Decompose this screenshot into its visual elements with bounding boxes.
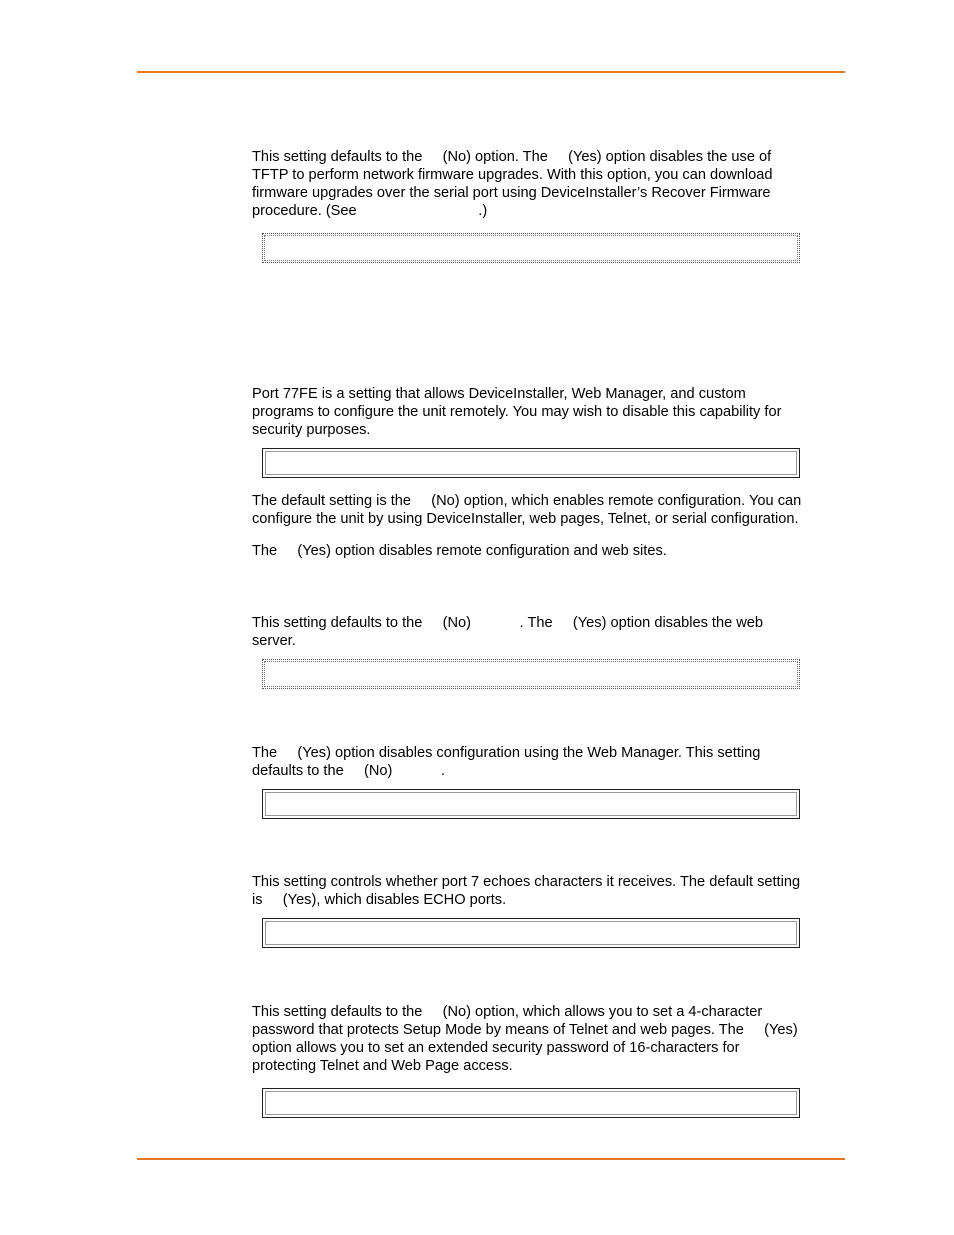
echo-paragraph — [252, 873, 800, 909]
tftp-line-2: TFTP to perform network firmware upgrades. With this option, you can download — [252, 167, 773, 183]
port77fe-prompt-box — [262, 448, 800, 478]
port77fe-default-line-1: The default setting is the (No) option, which enables remote configuration. You can — [252, 493, 802, 509]
security-line-4: protecting Telnet and Web Page access. — [252, 1058, 513, 1074]
header-rule — [137, 71, 845, 73]
web-server-line-2: server. — [252, 633, 296, 649]
tftp-line-1: This setting defaults to the (No) option. The (Yes) option disables the use of — [252, 149, 772, 165]
web-server-prompt-box — [262, 659, 800, 689]
security-prompt-box — [262, 1088, 800, 1118]
port77fe-line-2: programs to configure the unit remotely. You may wish to disable this capability for — [252, 404, 782, 420]
port77fe-yes-line-1: The (Yes) option disables remote configuration and web sites. — [252, 543, 667, 559]
echo-line-1: This setting controls whether port 7 echoes characters it receives. The default setting — [252, 874, 801, 890]
tftp-line-4: procedure. (See .) — [252, 203, 488, 219]
port77fe-default-paragraph — [252, 492, 801, 528]
tftp-line-3: firmware upgrades over the serial port using DeviceInstaller’s Recover Firmware — [252, 185, 771, 201]
echo-prompt-box — [262, 918, 800, 948]
web-setup-prompt-box — [262, 789, 800, 819]
web-server-paragraph — [252, 614, 763, 650]
security-paragraph — [252, 1003, 798, 1075]
web-setup-line-1: The (Yes) option disables configuration using the Web Manager. This setting — [252, 745, 761, 761]
footer-rule — [137, 1158, 845, 1160]
security-line-3: option allows you to set an extended security password of 16-characters for — [252, 1040, 740, 1056]
web-setup-paragraph — [252, 744, 760, 780]
port77fe-yes-paragraph — [252, 542, 667, 560]
security-line-1: This setting defaults to the (No) option, which allows you to set a 4-character — [252, 1004, 763, 1020]
web-server-line-1: This setting defaults to the (No) . The (Yes) option disables the web — [252, 615, 764, 631]
web-setup-line-2: defaults to the (No) . — [252, 763, 446, 779]
tftp-paragraph — [252, 148, 772, 220]
port77fe-default-line-2: configure the unit by using DeviceInstaller, web pages, Telnet, or serial configuration. — [252, 511, 799, 527]
port77fe-paragraph — [252, 385, 781, 439]
security-line-2: password that protects Setup Mode by means of Telnet and web pages. The (Yes) — [252, 1022, 798, 1038]
port77fe-line-3: security purposes. — [252, 422, 371, 438]
echo-line-2: is (Yes), which disables ECHO ports. — [252, 892, 507, 908]
port77fe-line-1: Port 77FE is a setting that allows DeviceInstaller, Web Manager, and custom — [252, 386, 746, 402]
tftp-prompt-box — [262, 233, 800, 263]
